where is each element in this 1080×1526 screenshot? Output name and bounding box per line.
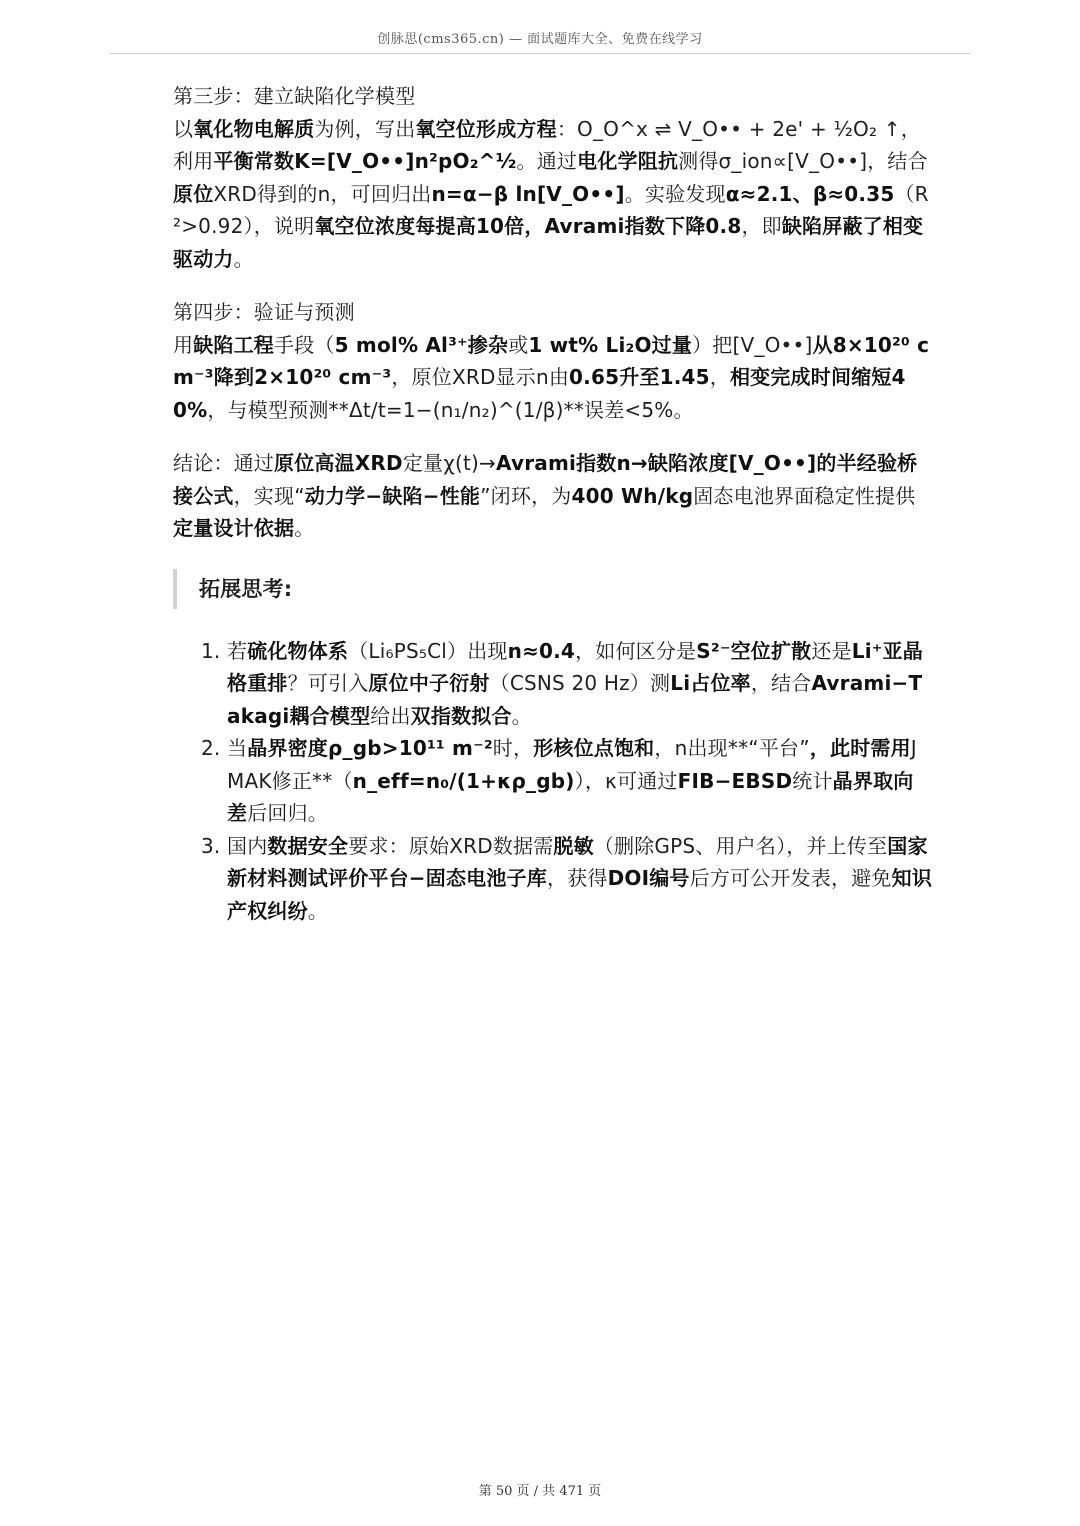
text-run: 。	[511, 703, 532, 728]
text-run: ，	[709, 365, 730, 389]
text-run: 若	[227, 638, 248, 663]
bold-run: 数据安全	[267, 833, 349, 858]
bold-run: 原位中子衍射	[368, 671, 490, 695]
bold-run: 氧空位浓度每提高10倍，Avrami指数下降0.8	[314, 214, 742, 238]
bold-run: 氧化物电解质	[193, 116, 315, 141]
bold-run: Li⁺亚晶格重排	[227, 638, 923, 695]
list-item	[201, 635, 933, 733]
text-run: 测得σ_ion∝[V_O••]，结合	[678, 149, 928, 173]
document-body	[173, 80, 933, 927]
text-run: （R²>0.92），说明	[173, 181, 929, 238]
text-run: 手段（	[274, 332, 335, 357]
text-run: 。	[294, 516, 315, 540]
bold-run: 从8×10²⁰ cm⁻³降到2×10²⁰ cm⁻³	[173, 332, 930, 389]
text-run: 定量χ(t)→	[402, 451, 496, 475]
text-run: 结论：通过	[173, 451, 274, 475]
bold-run: n_eff=n₀/(1+κρ_gb)	[352, 768, 575, 793]
bold-run: 0.65升至1.45	[569, 365, 710, 389]
bold-run: 原位	[173, 181, 214, 206]
bold-run: DOI编号	[607, 866, 690, 890]
text-run: （Li₆PS₅Cl）出现	[348, 638, 508, 663]
text-run: 当	[227, 736, 248, 760]
bold-run: Li占位率	[670, 671, 751, 695]
page-header: 创脉思(cms365.cn) — 面试题库大全、免费在线学习	[377, 32, 703, 47]
text-run: ），κ可通过	[574, 768, 678, 793]
list-item-number: 3.	[201, 833, 221, 858]
bold-run: 400 Wh/kg	[571, 483, 694, 508]
text-run: 后回归。	[247, 801, 329, 825]
bold-run: 相变完成时间缩短40%	[173, 365, 906, 422]
text-run: （删除GPS、用户名），并上传至	[593, 833, 888, 858]
text-run: ，获得	[546, 866, 608, 890]
bold-run: 缺陷工程	[193, 332, 275, 357]
bold-run: 脱敏	[553, 833, 594, 858]
text-run: ）把[V_O••]	[692, 332, 813, 357]
text-run: 。	[233, 246, 254, 271]
bold-run: 形核位点饱和	[533, 736, 655, 760]
text-run: 为例，写出	[314, 116, 416, 141]
text-run: 还是	[811, 638, 852, 663]
step4-paragraph	[173, 296, 933, 426]
step3-title: 第三步：建立缺陷化学模型	[173, 84, 416, 108]
text-run: XRD得到的n，可回归出	[213, 181, 432, 206]
bold-run: 国家新材料测试评价平台−固态电池子库	[227, 833, 928, 890]
blockquote-bar	[173, 569, 177, 609]
step4-title: 第四步：验证与预测	[173, 300, 355, 324]
text-run: ，如何区分是	[575, 638, 697, 663]
bold-run: 硫化物体系	[247, 638, 349, 663]
extension-heading-block	[173, 569, 933, 609]
bold-run: Avrami−Takagi耦合模型	[227, 671, 923, 728]
extension-list	[173, 635, 933, 928]
list-item-number: 2.	[201, 736, 221, 760]
bold-run: n≈0.4	[507, 638, 576, 663]
text-run: JMAK修正**（	[227, 736, 917, 793]
text-run: ，原位XRD显示n由	[391, 365, 570, 389]
bold-run: 氧空位形成方程	[415, 116, 557, 141]
bold-run: FIB−EBSD	[677, 768, 793, 793]
text-run: （CSNS 20 Hz）测	[489, 671, 671, 695]
bold-run: 5 mol% Al³⁺掺杂	[334, 332, 509, 357]
bold-run: 原位高温XRD	[274, 451, 403, 475]
step3-paragraph	[173, 80, 933, 275]
text-run: ”闭环，为	[480, 483, 572, 508]
text-run: 时，	[492, 736, 534, 760]
text-run: ？可引入	[287, 671, 369, 695]
header-divider	[110, 53, 970, 54]
text-run: ，即	[741, 214, 782, 238]
bold-run: 缺陷屏蔽了相变驱动力	[173, 214, 924, 271]
bold-run: 1 wt% Li₂O过量	[528, 332, 693, 357]
text-run: 后方可公开发表，避免	[689, 866, 892, 890]
text-run: 。	[307, 898, 329, 923]
extension-heading: 拓展思考:	[199, 576, 293, 601]
bold-run: 晶界取向差	[227, 768, 914, 825]
bold-run: n=α−β ln[V_O••]	[431, 181, 625, 206]
bold-run: Avrami指数n→缺陷浓度[V_O••]的半经验桥接公式	[173, 451, 918, 508]
bold-run: α≈2.1、β≈0.35	[725, 181, 895, 206]
list-item-number: 1.	[201, 638, 221, 663]
text-run: ，n出现**“平台”	[654, 736, 810, 760]
bold-run: 晶界密度ρ_gb>10¹¹ m⁻²	[247, 736, 493, 760]
text-run: 或	[508, 332, 529, 357]
text-run: 用	[173, 332, 194, 357]
text-run: ：O_O^x ⇌ V_O•• + 2e' + ½O₂ ↑，利用	[173, 116, 921, 173]
bold-run: ，此时需用	[809, 736, 911, 760]
bold-run: 知识产权纠纷	[227, 866, 933, 923]
text-run: 。实验发现	[624, 181, 726, 206]
bold-run: 平衡常数K=[V_O••]n²pO₂^½	[213, 149, 517, 173]
text-run: ，结合	[750, 671, 812, 695]
text-run: 要求：原始XRD数据需	[348, 833, 554, 858]
bold-run: 电化学阻抗	[577, 149, 679, 173]
bold-run: S²⁻空位扩散	[696, 638, 812, 663]
text-run: ，实现“	[233, 483, 305, 508]
conclusion-paragraph	[173, 447, 933, 545]
bold-run: 双指数拟合	[410, 703, 512, 728]
page-number: 第 50 页 / 共 471 页	[478, 1484, 602, 1499]
text-run: 统计	[792, 768, 833, 793]
list-item	[201, 830, 933, 928]
text-run: 固态电池界面稳定性提供	[693, 483, 916, 508]
text-run: 给出	[370, 703, 411, 728]
list-item	[201, 732, 933, 830]
text-run: ，与模型预测**Δt/t=1−(n₁/n₂)^(1/β)**误差<5%。	[207, 397, 694, 422]
text-run: 。通过	[516, 149, 578, 173]
bold-run: 动力学−缺陷−性能	[304, 483, 481, 508]
text-run: 国内	[227, 833, 268, 858]
bold-run: 定量设计依据	[173, 516, 295, 540]
text-run: 以	[173, 116, 194, 141]
